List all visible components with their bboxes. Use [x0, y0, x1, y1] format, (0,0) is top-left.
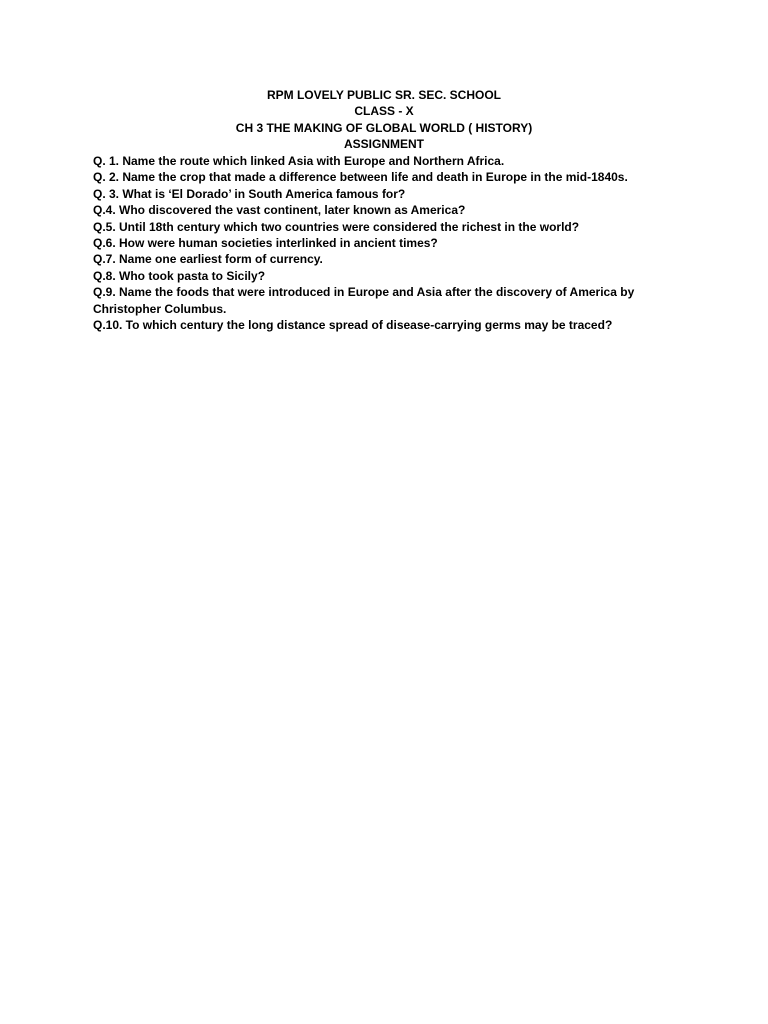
- school-name: RPM LOVELY PUBLIC SR. SEC. SCHOOL: [266, 88, 502, 102]
- chapter-title: CH 3 THE MAKING OF GLOBAL WORLD ( HISTORY): [235, 120, 533, 135]
- question-10: Q.10. To which century the long distance spread of disease-carrying germs may be traced?: [93, 318, 613, 333]
- class-label: CLASS - X: [354, 104, 414, 119]
- question-3: Q. 3. What is ‘El Dorado’ in South America famous for?: [93, 186, 406, 201]
- question-8: Q.8. Who took pasta to Sicily?: [93, 268, 266, 283]
- question-7: Q.7. Name one earliest form of currency.: [93, 252, 323, 267]
- document-header: [0, 87, 768, 153]
- question-1: Q. 1. Name the route which linked Asia with Europe and Northern Africa.: [93, 154, 505, 168]
- question-4: Q.4. Who discovered the vast continent, later known as America?: [93, 203, 466, 218]
- question-9-continuation: Christopher Columbus.: [93, 301, 227, 316]
- question-6: Q.6. How were human societies interlinked in ancient times?: [93, 236, 438, 251]
- question-2: Q. 2. Name the crop that made a difference between life and death in Europe in the mid-1840s.: [93, 170, 628, 185]
- question-5: Q.5. Until 18th century which two countries were considered the richest in the world?: [93, 219, 580, 234]
- assignment-label: ASSIGNMENT: [343, 137, 424, 152]
- question-list: [93, 153, 693, 333]
- question-9: Q.9. Name the foods that were introduced in Europe and Asia after the discovery of America by: [93, 285, 635, 300]
